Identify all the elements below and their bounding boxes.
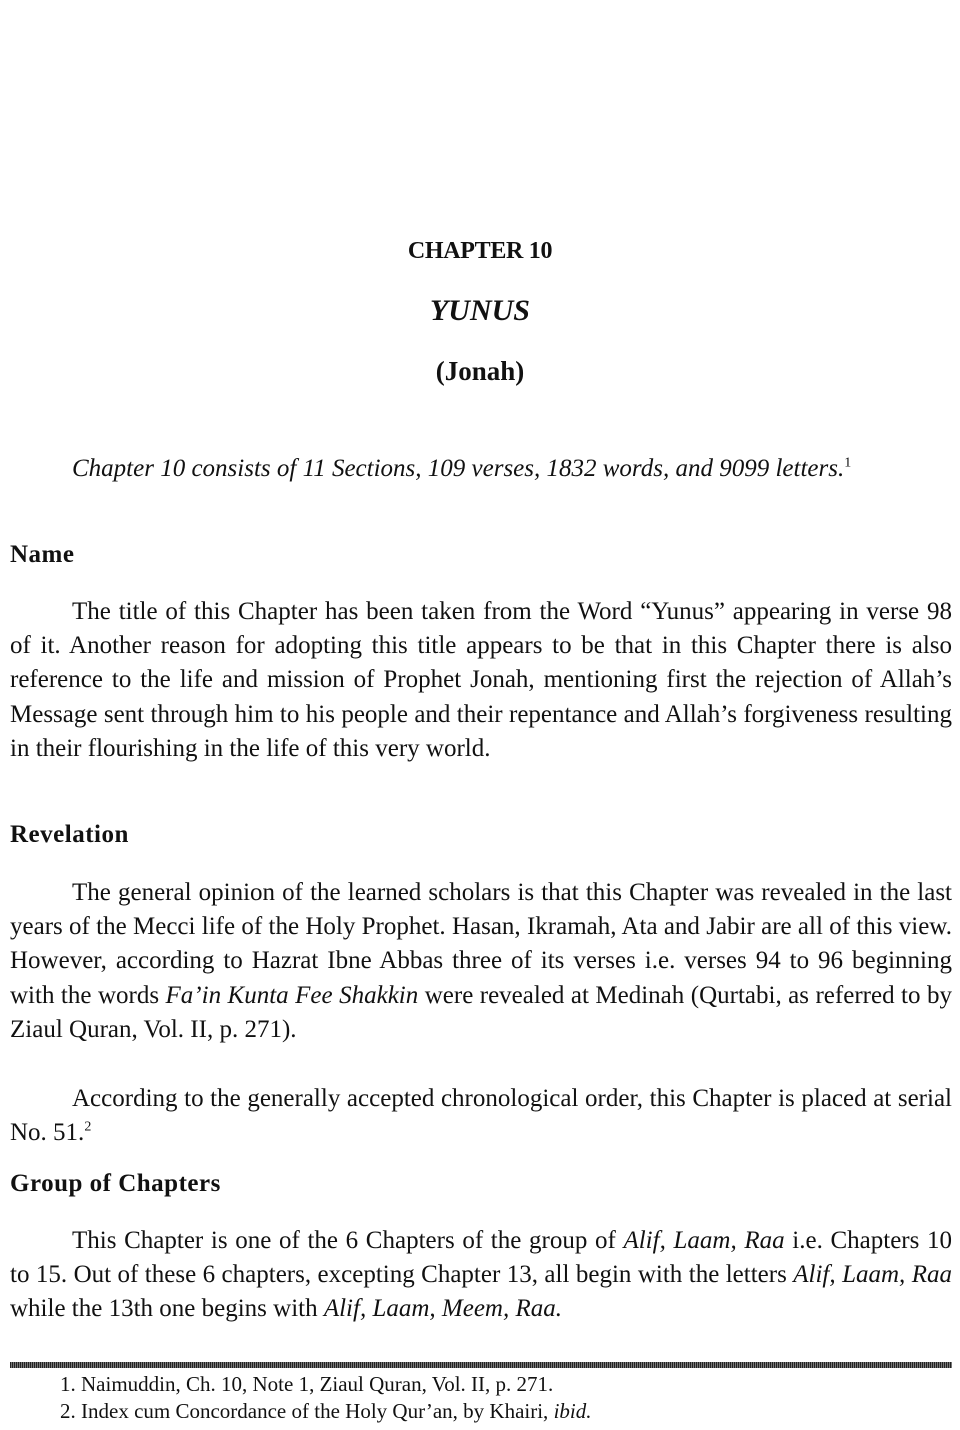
group-paragraph	[10, 1224, 952, 1327]
revelation-text-part1: The general opinion of the learned scholars is that this Chapter was revealed in the last years of the Mecci life of the Holy Prophet. Hasan, Ikramah, Ata and Jabir are all of this view. However, according to Hazrat Ibne Abbas three of its verses i.e. verses 94 to 96 beginning with the words	[10, 879, 952, 1009]
footnote-2	[60, 1398, 940, 1425]
revelation-italic-phrase: Fa’in Kunta Fee Shakkin	[165, 981, 419, 1009]
group-italic-2: Alif, Laam, Raa	[793, 1261, 952, 1289]
footnote-1: 1. Naimuddin, Ch. 10, Note 1, Ziaul Quran, Vol. II, p. 271.	[60, 1372, 554, 1396]
page-body	[10, 0, 952, 1430]
footnotes-list	[60, 1371, 940, 1425]
intro-paragraph	[10, 452, 952, 486]
group-text-part3: while the 13th one begins with	[10, 1295, 324, 1323]
footnote-divider	[10, 1362, 952, 1368]
group-italic-1: Alif, Laam, Raa	[623, 1227, 785, 1254]
chapter-number: CHAPTER 10	[407, 238, 553, 264]
intro-text: Chapter 10 consists of 11 Sections, 109 verses, 1832 words, and 9099 letters.	[72, 455, 845, 482]
chapter-subtitle: (Jonah)	[435, 356, 525, 386]
footnote-ref-2: 2	[84, 1119, 92, 1135]
order-text: According to the generally accepted chronological order, this Chapter is placed at serial No. 51.	[10, 1085, 952, 1147]
name-paragraph: The title of this Chapter has been taken from the Word “Yunus” appearing in verse 98 of it. Another reason for adopting this title appears to be that in this Chapter there is also reference to the life and mission of Prophet Jonah, mentioning first the rejection of Allah’s Message sent through him to his people and their repentance and Allah’s forgiveness resulting in their flourishing in the life of this very world.	[10, 598, 952, 762]
footnote-ref-1: 1	[844, 455, 852, 471]
section-heading-revelation: Revelation	[10, 821, 129, 848]
group-text-part1: This Chapter is one of the 6 Chapters of the group of	[72, 1227, 624, 1254]
section-heading-name: Name	[10, 541, 75, 568]
revelation-text-part2: were revealed at Medinah (Qurtabi, as referred to by Ziaul Quran, Vol. II, p. 271).	[10, 981, 952, 1043]
revelation-paragraph	[10, 876, 952, 1047]
footnote-2-italic: ibid.	[553, 1399, 592, 1423]
group-text-part2: i.e. Chapters 10 to 15. Out of these 6 chapters, excepting Chapter 13, all begin with the letters	[10, 1227, 952, 1289]
footnote-2-text: 2. Index cum Concordance of the Holy Qur’an, by Khairi,	[60, 1399, 554, 1423]
section-heading-group: Group of Chapters	[10, 1170, 221, 1197]
chronological-order-paragraph	[10, 1082, 952, 1150]
group-italic-3: Alif, Laam, Meem, Raa.	[323, 1295, 563, 1323]
chapter-title: YUNUS	[429, 294, 530, 327]
